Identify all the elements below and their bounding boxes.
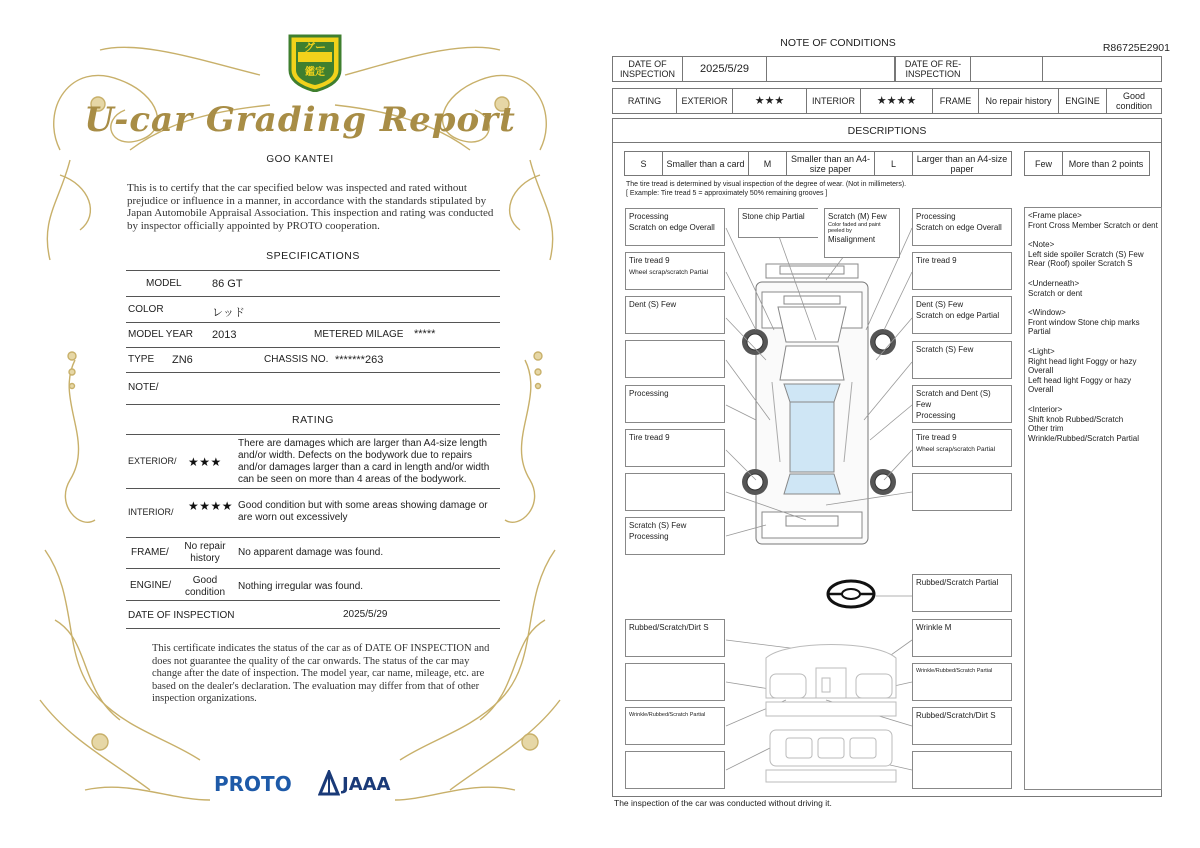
- goo-kantei-badge-logo: [286, 30, 344, 92]
- car-interior-diagram: [756, 638, 906, 788]
- note-label: NOTE/: [128, 382, 159, 393]
- date-of-inspection-value: 2025/5/29: [343, 609, 388, 620]
- jaaa-logo-icon: [318, 770, 340, 796]
- color-value: レッド: [212, 307, 245, 319]
- exterior-stars: ★★★: [188, 455, 222, 469]
- note-box-right-1: Processing Scratch on edge Overall: [912, 208, 1012, 246]
- engine-label: ENGINE: [1059, 89, 1107, 113]
- note-box-left-3: Dent (S) Few: [625, 296, 725, 334]
- certificate-subtitle: GOO KANTEI: [266, 154, 334, 165]
- interior-stars: ★★★★: [861, 89, 933, 113]
- side-note-interior: <Interior> Shift knob Rubbed/Scratch Other trim Wrinkle/Rubbed/Scratch Partial: [1028, 404, 1140, 443]
- note-box-top-2-line1: Scratch (M) Few: [828, 212, 887, 221]
- note-box-right-6: [912, 429, 1012, 467]
- exterior-stars: ★★★: [733, 89, 807, 113]
- divider: [126, 628, 500, 629]
- note-box-interior-right-2: Wrinkle M: [912, 619, 1012, 657]
- engine-value: Good condition: [1115, 91, 1153, 111]
- divider: [126, 568, 500, 569]
- badge-text-bottom: 鑑定: [305, 67, 325, 78]
- model-year-value: 2013: [212, 329, 237, 341]
- frame-value: No repair history: [184, 541, 226, 564]
- model-value: 86 GT: [212, 278, 243, 290]
- jaaa-logo: JAAA: [342, 774, 391, 795]
- note-box-left-1: Processing Scratch on edge Overall: [625, 208, 725, 246]
- divider: [126, 347, 500, 348]
- side-note-window: <Window> Front window Stone chip marks Partial: [1028, 308, 1140, 337]
- note-box-left-2-line1: Tire tread 9: [629, 256, 670, 265]
- certificate-footer: This certificate indicates the status of the car as of DATE OF INSPECTION and does not guarantee the quality of the car onwards. The status of the car may change after the date of inspection. The model year, car name, mileage, etc. are based on the dealer's declaration. The evaluation may differ from that of other inspection organizations.: [152, 643, 490, 704]
- note-box-left-8: Scratch (S) Few Processing: [625, 517, 725, 555]
- divider: [126, 434, 500, 435]
- note-box-interior-right-3: Wrinkle/Rubbed/Scratch Partial: [912, 663, 1012, 701]
- side-note-note: <Note> Left side spoiler Scratch (S) Few Rear (Roof) spoiler Scratch S: [1028, 240, 1144, 269]
- rating-label: RATING: [613, 89, 677, 113]
- additional-notes-panel: [1024, 207, 1162, 790]
- frame-label: FRAME/: [131, 547, 169, 558]
- divider: [126, 600, 500, 601]
- legend-text-few: More than 2 points: [1068, 158, 1144, 169]
- exterior-description: There are damages which are larger than A4-size length and/or width. Defects on the bodywork due to repairs and/or damages larger than a card in length and/or width can be seen on more than 4 areas of the bodywork.: [238, 438, 490, 485]
- note-box-top-2-line3: Misalignment: [828, 235, 876, 244]
- bottom-note: The inspection of the car was conducted without driving it.: [614, 798, 832, 808]
- frame-label: FRAME: [933, 89, 979, 113]
- model-year-label: MODEL YEAR: [128, 329, 194, 340]
- note-box-top-2-line2: Color faded and paint peeled by: [828, 222, 881, 234]
- interior-label: INTERIOR/: [128, 507, 174, 517]
- steering-wheel-icon: [826, 578, 876, 610]
- side-note-underneath: <Underneath> Scratch or dent: [1028, 278, 1083, 298]
- note-box-right-7: [912, 473, 1012, 511]
- legend-key-few: Few: [1025, 152, 1063, 175]
- note-box-interior-right-1: Rubbed/Scratch Partial: [912, 574, 1012, 612]
- side-note-light: <Light> Right head light Foggy or hazy Overall Left head light Foggy or hazy Overall: [1028, 346, 1137, 395]
- metered-milage-label: METERED MILAGE: [314, 329, 404, 340]
- certificate-title: U-car Grading Report: [84, 100, 516, 140]
- exterior-label: EXTERIOR: [677, 89, 733, 113]
- tire-note-2: [ Example: Tire tread 5 = approximately 50% remaining grooves ]: [626, 190, 828, 197]
- divider: [126, 270, 500, 271]
- date-of-inspection-label: DATE OF INSPECTION: [613, 57, 683, 81]
- note-of-conditions: [606, 0, 1200, 848]
- tire-note-1: The tire tread is determined by visual inspection of the degree of wear. (Not in millimeters).: [626, 181, 907, 188]
- certificate-intro: This is to certify that the car specified below was inspected and rated without prejudice or influence in a manner, in accordance with the standards stipulated by Japan Automobile Appraisal Association. This inspection and rating was conducted by inspector officially appointed by PROTO cooperation.: [127, 182, 494, 232]
- note-box-right-4: Scratch (S) Few: [912, 341, 1012, 379]
- divider: [126, 404, 500, 405]
- frame-description: No apparent damage was found.: [238, 547, 384, 558]
- note-box-left-6: Tire tread 9: [625, 429, 725, 467]
- note-box-right-2: Tire tread 9: [912, 252, 1012, 290]
- note-box-interior-right-4: Rubbed/Scratch/Dirt S: [912, 707, 1012, 745]
- interior-description: Good condition but with some areas showing damage or are worn out excessively: [238, 500, 488, 523]
- divider: [126, 296, 500, 297]
- interior-stars: ★★★★: [188, 499, 234, 513]
- engine-value: Good condition: [184, 575, 226, 598]
- interior-label: INTERIOR: [807, 89, 861, 113]
- type-value: ZN6: [172, 354, 193, 366]
- legend-key-l: L: [875, 152, 913, 175]
- legend-text-s: Smaller than a card: [663, 152, 749, 175]
- legend-key-s: S: [625, 152, 663, 175]
- note-box-left-5: Processing: [625, 385, 725, 423]
- note-box-interior-left-2: [625, 663, 725, 701]
- note-box-left-4: [625, 340, 725, 378]
- frame-value: No repair history: [979, 89, 1059, 113]
- note-box-interior-left-1: Rubbed/Scratch/Dirt S: [625, 619, 725, 657]
- note-box-right-5: Scratch and Dent (S) Few Processing: [912, 385, 1012, 423]
- exterior-label: EXTERIOR/: [128, 456, 177, 466]
- report-id: R86725E2901: [1102, 42, 1170, 54]
- color-label: COLOR: [128, 304, 164, 315]
- legend-text-l: Larger than an A4-size paper: [916, 153, 1008, 174]
- legend-key-m: M: [749, 152, 787, 175]
- noc-title: NOTE OF CONDITIONS: [780, 37, 896, 49]
- note-box-right-6-line1: Tire tread 9: [916, 433, 957, 442]
- divider: [126, 537, 500, 538]
- legend-text-m: Smaller than an A4-size paper: [787, 152, 875, 175]
- date-of-reinspection-label: DATE OF RE-INSPECTION: [895, 57, 971, 81]
- engine-label: ENGINE/: [130, 580, 172, 591]
- badge-text-top: グー: [304, 41, 326, 54]
- note-box-top-1: Stone chip Partial: [738, 208, 818, 238]
- note-box-interior-right-5: [912, 751, 1012, 789]
- note-box-left-2-line2: Wheel scrap/scratch Partial: [629, 269, 709, 276]
- proto-logo: PROTO: [214, 772, 292, 796]
- descriptions-heading: DESCRIPTIONS: [847, 125, 927, 137]
- engine-description: Nothing irregular was found.: [238, 581, 364, 592]
- divider: [126, 372, 500, 373]
- note-box-interior-left-3: Wrinkle/Rubbed/Scratch Partial: [625, 707, 725, 745]
- side-note-frame: <Frame place> Front Cross Member Scratch or dent: [1028, 211, 1158, 230]
- rating-heading: RATING: [292, 414, 334, 426]
- chassis-label: CHASSIS NO.: [264, 354, 329, 365]
- date-of-inspection-value: 2025/5/29: [683, 57, 767, 81]
- note-box-right-3: Dent (S) Few Scratch on edge Partial: [912, 296, 1012, 334]
- specifications-heading: SPECIFICATIONS: [266, 250, 360, 262]
- chassis-value: *******263: [335, 354, 384, 366]
- divider: [126, 322, 500, 323]
- note-box-left-7: [625, 473, 725, 511]
- note-box-top-2: [824, 208, 900, 258]
- divider: [126, 488, 500, 489]
- note-box-interior-left-4: [625, 751, 725, 789]
- model-label: MODEL: [146, 278, 182, 289]
- date-of-inspection-label: DATE OF INSPECTION: [128, 610, 235, 621]
- type-label: TYPE: [128, 354, 155, 365]
- note-box-right-6-line2: Wheel scrap/scratch Partial: [916, 446, 996, 453]
- metered-milage-value: *****: [414, 328, 436, 340]
- note-box-left-2: [625, 252, 725, 290]
